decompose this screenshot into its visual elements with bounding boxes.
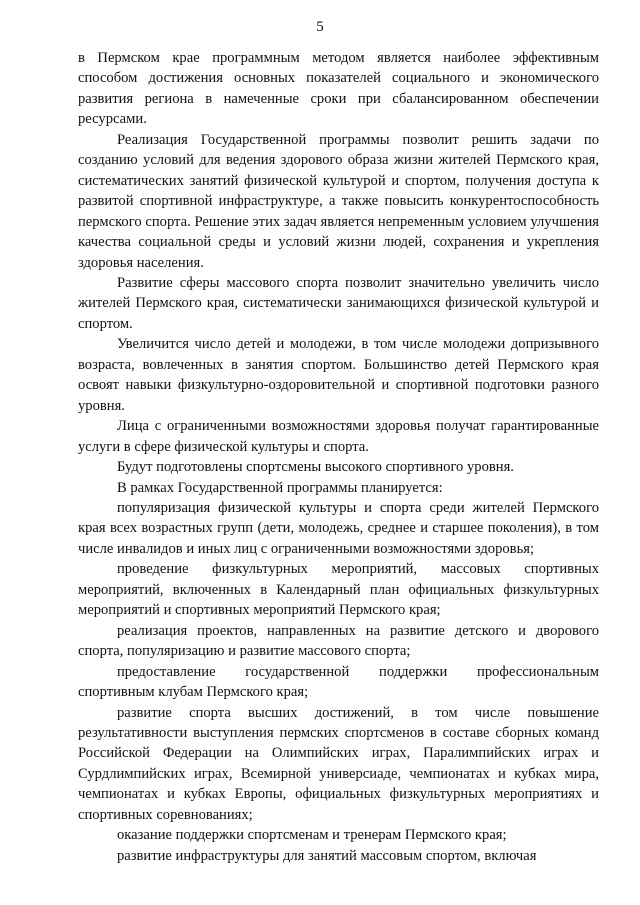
paragraph: Развитие сферы массового спорта позволит значительно увеличить число жителей Пермского края, систематически занимающихся физической культурой и спортом.: [78, 274, 599, 332]
list-item: реализация проектов, направленных на развитие детского и дворового спорта, популяризацию и развитие массового спорта;: [78, 622, 599, 660]
list-item: развитие инфраструктуры для занятий массовым спортом, включая: [117, 847, 537, 864]
document-body: [78, 48, 599, 866]
list-item: оказание поддержки спортсменам и тренерам Пермского края;: [117, 827, 507, 844]
page-number: 5: [316, 19, 324, 35]
list-item: предоставление государственной поддержки профессиональным спортивным клубам Пермского края;: [78, 663, 599, 701]
paragraph: Реализация Государственной программы позволит решить задачи по созданию условий для ведения здорового образа жизни жителей Пермского края, систематических занятий физической культурой и спортом, получения доступа к развитой спортивной инфраструктуре, а также повысить конкурентоспособность пермского спорта. Решение этих задач является непременным условием улучшения качества социальной среды и условий жизни людей, сохранения и укрепления здоровья населения.: [78, 131, 599, 271]
list-item: проведение физкультурных мероприятий, массовых спортивных мероприятий, включенных в Календарный план официальных физкультурных мероприятий и спортивных мероприятий Пермского края;: [78, 561, 599, 619]
paragraph: Лица с ограниченными возможностями здоровья получат гарантированные услуги в сфере физической культуры и спорта.: [78, 418, 599, 455]
paragraph: Увеличится число детей и молодежи, в том числе молодежи допризывного возраста, вовлеченных в занятия спортом. Большинство детей Пермского края освоят навыки физкультурно-оздоровительной и спортивной подготовки разного уровня.: [78, 336, 599, 414]
paragraph: в Пермском крае программным методом является наиболее эффективным способом достижения основных показателей социального и экономического развития региона в намеченные сроки при сбалансированном обеспечении ресурсами.: [78, 50, 599, 128]
list-item: развитие спорта высших достижений, в том числе повышение результативности выступления пермских спортсменов в составе сборных команд Российской Федерации на Олимпийских играх, Паралимпийских играх и Сурдлимпийских играх, Всемирной универсиаде, чемпионатах и кубках мира, чемпионатах и кубках Европы, официальных физкультурных мероприятиях и спортивных соревнованиях;: [78, 704, 599, 823]
paragraph: В рамках Государственной программы планируется:: [117, 479, 443, 496]
list-item: популяризация физической культуры и спорта среди жителей Пермского края всех возрастных групп (дети, молодежь, среднее и старшее поколения), в том числе инвалидов и иных лиц с ограниченными возможностями здоровья;: [78, 499, 599, 557]
paragraph: Будут подготовлены спортсмены высокого спортивного уровня.: [117, 459, 514, 476]
